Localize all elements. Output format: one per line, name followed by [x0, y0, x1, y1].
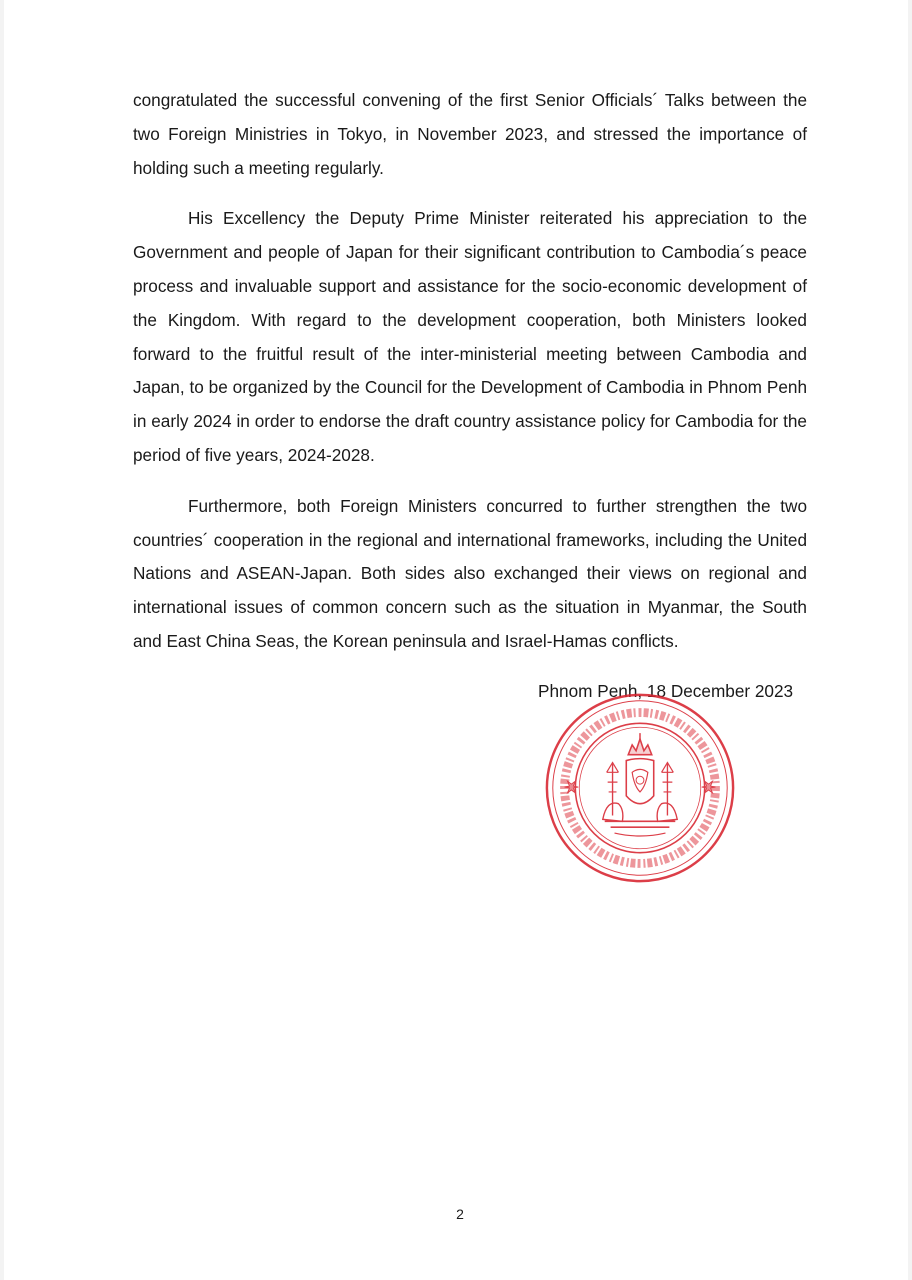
document-page	[4, 0, 908, 1280]
paragraph-2: His Excellency the Deputy Prime Minister reiterated his appreciation to the Government and people of Japan for their significant contribution to Cambodia´s peace process and invaluable support and assistance for the socio-economic development of the Kingdom. With regard to the development cooperation, both Ministers looked forward to the fruitful result of the inter-ministerial meeting between Cambodia and Japan, to be organized by the Council for the Development of Cambodia in Phnom Penh in early 2024 in order to endorse the draft country assistance policy for Cambodia for the period of five years, 2024-2028.	[133, 208, 807, 465]
paragraph-3: Furthermore, both Foreign Ministers concurred to further strengthen the two countries´ cooperation in the regional and international frameworks, including the United Nations and ASEAN-Japan. Both sides also exchanged their views on regional and international issues of common concern such as the situation in Myanmar, the South and East China Seas, the Korean peninsula and Israel-Hamas conflicts.	[133, 495, 807, 651]
document-body	[133, 84, 807, 676]
paragraph-1: congratulated the successful convening of the first Senior Officials´ Talks between the two Foreign Ministries in Tokyo, in November 2023, and stressed the importance of holding such a meeting regularly.	[133, 90, 807, 178]
official-seal-icon	[542, 690, 738, 886]
place-date: Phnom Penh, 18 December 2023	[538, 681, 794, 701]
page-number: 2	[456, 1206, 464, 1222]
